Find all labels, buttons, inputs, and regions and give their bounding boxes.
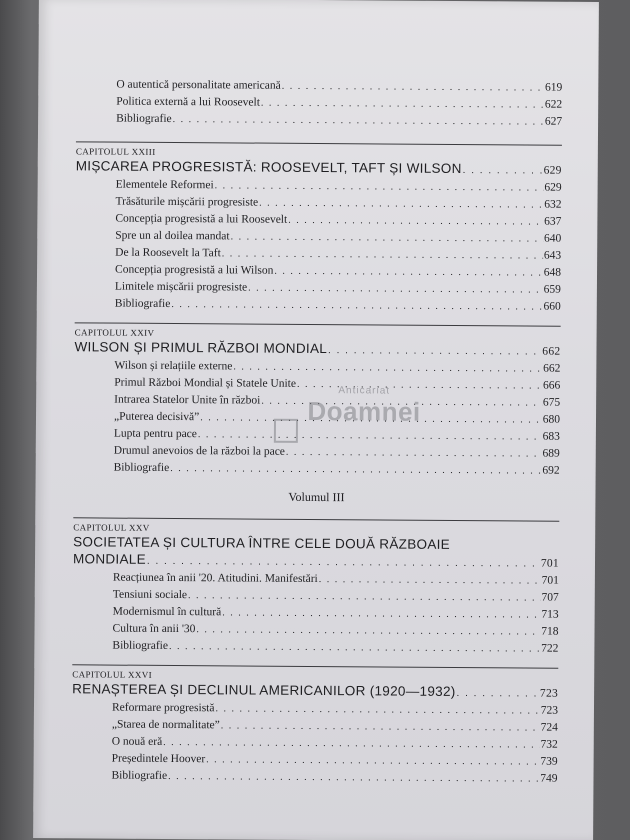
toc-entry: Modernismul în cultură . . . 713 xyxy=(73,603,559,623)
toc-entry: Drumul anevoios de la război la pace . . . 689 xyxy=(74,442,560,462)
volume-heading: Volumul III xyxy=(288,489,345,505)
chapter-number: CAPITOLUL XXIV xyxy=(74,327,155,338)
chapter-26 xyxy=(71,669,558,787)
toc-entry: Concepția progresistă a lui Wilson . . . 648 xyxy=(75,261,561,281)
toc-entry: O nouă eră . . . 732 xyxy=(72,733,558,753)
page-number: 675 xyxy=(542,396,561,409)
toc-entry: Primul Război Mondial și Statele Unite . . . 666 xyxy=(74,374,560,394)
page-number: 692 xyxy=(542,464,560,477)
page-number: 637 xyxy=(544,215,562,228)
section-divider xyxy=(73,517,559,521)
chapter-number: CAPITOLUL XXVI xyxy=(72,669,153,680)
page-number: 662 xyxy=(543,362,561,375)
page-number: 660 xyxy=(543,300,561,313)
page-number: 701 xyxy=(540,557,560,570)
page-number: 701 xyxy=(541,574,559,587)
toc-entry: Cultura în anii '30 . . . 718 xyxy=(72,620,558,640)
chapter-25 xyxy=(72,522,559,657)
toc-entry: Bibliografie . . . 692 xyxy=(74,459,560,479)
page-number: 629 xyxy=(543,164,562,177)
toc-entry: Intrarea Statelor Unite în război . . . 675 xyxy=(74,391,560,411)
toc-entry: Limitele mișcării progresiste . . . 659 xyxy=(75,278,561,298)
chapter-24 xyxy=(74,327,561,479)
page-number: 659 xyxy=(543,283,561,296)
toc-entry: Lupta pentru pace . . . 683 xyxy=(74,425,560,445)
toc-entry: Politica externă a lui Roosevelt . . . 622 xyxy=(76,93,562,113)
toc-entry: Reformare progresistă . . . 723 xyxy=(72,699,558,719)
page-number: 619 xyxy=(545,81,563,94)
watermark-logo: Anticariat Doamnei xyxy=(274,385,454,458)
toc-entry: Elementele Reformei . . . 629 xyxy=(76,176,562,196)
page-number: 707 xyxy=(541,591,559,604)
page-number: 739 xyxy=(540,755,558,768)
page-number: 713 xyxy=(541,608,559,621)
toc-entry: Tensiuni sociale . . . 707 xyxy=(73,586,559,606)
page-number: 723 xyxy=(540,704,559,717)
toc-entry: Concepția progresistă a lui Roosevelt . . . 637 xyxy=(75,210,561,230)
top-section xyxy=(76,76,562,130)
page-number: 683 xyxy=(542,430,560,443)
toc-entry: Spre un al doilea mandat . . . 640 xyxy=(75,227,561,247)
toc-entry: Bibliografie . . . 627 xyxy=(76,110,562,130)
page-number: 723 xyxy=(539,687,559,700)
page-number: 640 xyxy=(543,232,562,245)
toc-entry: Wilson și relațiile externe . . . 662 xyxy=(74,357,560,377)
toc-entry: Bibliografie . . . 749 xyxy=(71,767,557,787)
chapter-title: SOCIETATEA ȘI CULTURA ÎNTRE CELE DOUĂ RĂZBOAIE xyxy=(73,534,451,552)
chapter-number: CAPITOLUL XXV xyxy=(73,522,150,533)
book-page xyxy=(33,0,599,840)
page-number: 689 xyxy=(542,447,560,460)
page-number: 629 xyxy=(544,181,562,194)
toc-entry: O autentică personalitate americană . . . 619 xyxy=(76,76,562,96)
toc-entry: Reacțiunea în anii '20. Atitudini. Manifestări . . . 701 xyxy=(73,569,559,589)
toc-entry: Trăsăturile mișcării progresiste . . . 632 xyxy=(75,193,561,213)
toc-entry: „Starea de normalitate” . . . 724 xyxy=(72,716,558,736)
toc-entry: Președintele Hoover . . . 739 xyxy=(72,750,558,770)
chapter-number: CAPITOLUL XXIII xyxy=(75,146,156,157)
section-divider xyxy=(75,322,561,326)
page-number: 666 xyxy=(542,379,561,392)
page-number: 722 xyxy=(541,642,559,655)
page-number: 724 xyxy=(540,721,558,734)
page-number: 627 xyxy=(544,115,563,128)
page-number: 732 xyxy=(540,738,558,751)
toc-entry: Bibliografie . . . 660 xyxy=(75,295,561,315)
section-divider xyxy=(76,141,562,145)
page-number: 643 xyxy=(543,249,562,262)
page-number: 718 xyxy=(541,625,559,638)
chapter-title: RENAȘTEREA ȘI DECLINUL AMERICANILOR (1920—1932) . . . 723 xyxy=(72,680,558,702)
page-number: 622 xyxy=(544,98,563,111)
chapter-23 xyxy=(75,146,562,315)
page-number: 648 xyxy=(543,266,562,279)
page-number: 749 xyxy=(540,772,558,785)
chapter-title: MIȘCAREA PROGRESISTĂ: ROOSEVELT, TAFT ȘI WILSON . . . 629 xyxy=(76,157,562,179)
toc-entry: Bibliografie . . . 722 xyxy=(72,637,558,657)
chapter-title-continued: MONDIALE . . . 701 xyxy=(73,550,559,572)
toc-entry: „Puterea decisivă” . . . 680 xyxy=(74,408,560,428)
table-of-contents xyxy=(71,76,562,797)
page-number: 632 xyxy=(544,198,562,211)
page-number: 680 xyxy=(542,413,561,426)
toc-entry: De la Roosevelt la Taft . . . 643 xyxy=(75,244,561,264)
page-number: 662 xyxy=(542,345,561,358)
section-divider xyxy=(72,664,558,668)
chapter-title: WILSON ȘI PRIMUL RĂZBOI MONDIAL . . . 662 xyxy=(74,338,560,360)
